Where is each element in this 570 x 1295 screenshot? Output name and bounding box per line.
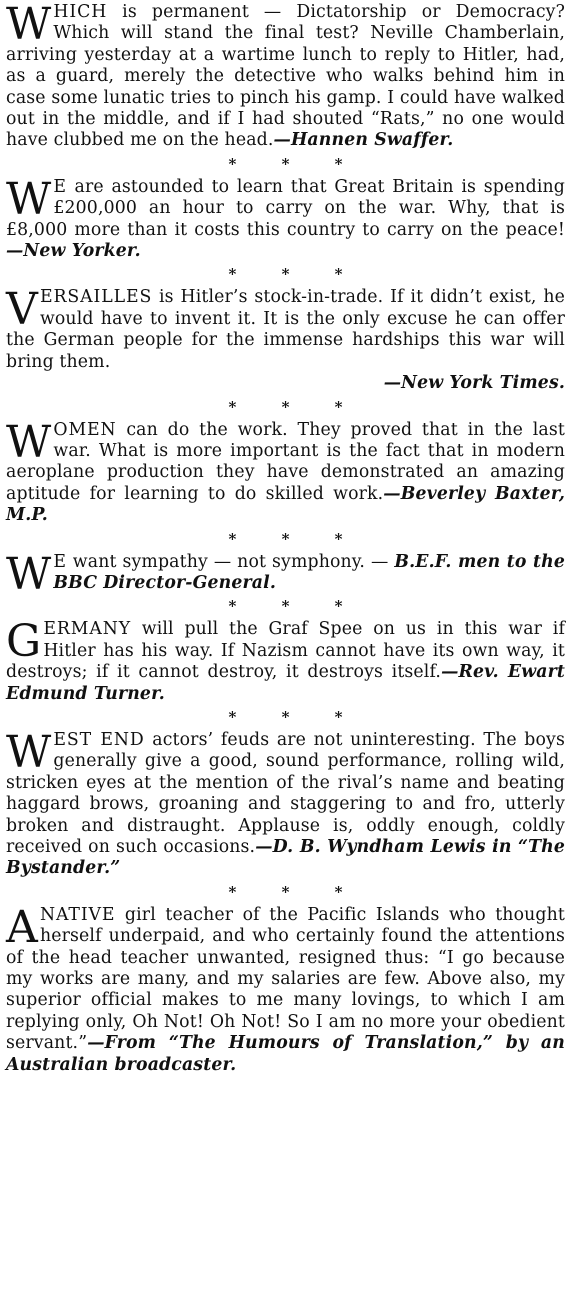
quote-text: girl teacher of the Pacific Islands who thought herself underpaid, and who certainly found the attentions of the head teacher unwanted, resigned thus: “I go because my works are many, and my salaries are few. Above also, my superior official makes to me many lovings, to which I am replying only, Oh Not! Oh Not! So I am no more your obedient servant.” bbox=[6, 904, 565, 1054]
quote-text: are astounded to learn that Great Britain is spending £200,000 an hour to carry on the war. Why, that is £8,000 more than it costs this country to carry on the peace! bbox=[6, 176, 565, 240]
drop-cap: W bbox=[6, 548, 52, 600]
lead-word: OMEN bbox=[53, 419, 117, 440]
quote-paragraph bbox=[6, 901, 565, 1076]
quote-paragraph bbox=[6, 548, 565, 600]
quote-paragraph bbox=[6, 726, 566, 880]
drop-cap: V bbox=[6, 284, 38, 336]
lead-word: E bbox=[53, 176, 67, 197]
quote-text: can do the work. They proved that in the last war. What is more important is the fact that in modern aeroplane production they have demonstrated an amazing aptitude for learning to do skilled work. bbox=[6, 419, 565, 504]
drop-cap: W bbox=[6, 416, 52, 468]
attribution: —New York Times. bbox=[383, 373, 565, 394]
separator: * * * bbox=[228, 154, 343, 173]
separator: * * * bbox=[228, 529, 343, 548]
attribution: —From “The Humours of Translation,” by an Australian broadcaster. bbox=[6, 1033, 565, 1075]
lead-word: E bbox=[53, 551, 67, 572]
separator: * * * bbox=[228, 597, 343, 616]
separator: * * * bbox=[228, 397, 343, 416]
lead-word: HICH bbox=[53, 2, 108, 22]
quote-paragraph bbox=[6, 2, 565, 152]
lead-word: NATIVE bbox=[39, 904, 116, 925]
quote-paragraph bbox=[6, 173, 565, 263]
quote-text: will pull the Graf Spee on us in this war if Hitler has his way. If Nazism cannot have its own way, it destroys; if it cannot destroy, it destroys itself. bbox=[6, 619, 565, 683]
attribution: —Beverley Baxter, M.P. bbox=[6, 483, 565, 526]
drop-cap: G bbox=[6, 616, 42, 668]
lead-word: ERMANY bbox=[43, 619, 132, 640]
attribution: —D. B. Wyndham Lewis in “The Bystander.” bbox=[6, 837, 566, 879]
attribution: —Hannen Swaffer. bbox=[273, 130, 454, 151]
drop-cap: A bbox=[6, 901, 38, 953]
separator: * * * bbox=[228, 882, 343, 901]
drop-cap: W bbox=[6, 726, 52, 778]
separator: * * * bbox=[228, 265, 343, 284]
quote-paragraph bbox=[6, 284, 565, 394]
quote-text: actors’ feuds are not uninteresting. The boys generally give a good, sound performance, rolling wild, stricken eyes at the mention of the rival’s name and beating haggard brows, groaning and staggering to and fro, utterly broken and distraught. Applause is, oddly enough, coldly received on such occasions. bbox=[6, 729, 565, 857]
quote-text: want sympathy — not symphony. — bbox=[66, 551, 395, 572]
drop-cap: W bbox=[6, 173, 52, 225]
quote-paragraph bbox=[6, 416, 565, 527]
attribution: —New Yorker. bbox=[6, 241, 141, 262]
lead-word: ERSAILLES bbox=[39, 287, 153, 308]
quote-text: is Hitler’s stock-in-trade. If it didn’t exist, he would have to invent it. It is the only excuse he can offer the German people for the immense hardships this war will bring them. bbox=[6, 287, 565, 372]
drop-cap: W bbox=[6, 0, 52, 50]
attribution: B.E.F. men to the BBC Director-General. bbox=[53, 551, 565, 593]
quote-paragraph bbox=[6, 616, 565, 705]
separator: * * * bbox=[228, 707, 343, 726]
lead-word: EST END bbox=[53, 729, 145, 750]
attribution: —Rev. Ewart Edmund Turner. bbox=[6, 662, 565, 704]
quote-text: is permanent — Dictatorship or Democracy? Which will stand the final test? Neville Chamberlain, arriving yesterday at a wartime lunch to reply to Hitler, had, as a guard, merely the detective who walks behind him in case some lunatic tries to pinch his gamp. I could have walked out in the middle, and if I had shouted “Rats,” no one would have clubbed me on the head. bbox=[6, 2, 565, 151]
